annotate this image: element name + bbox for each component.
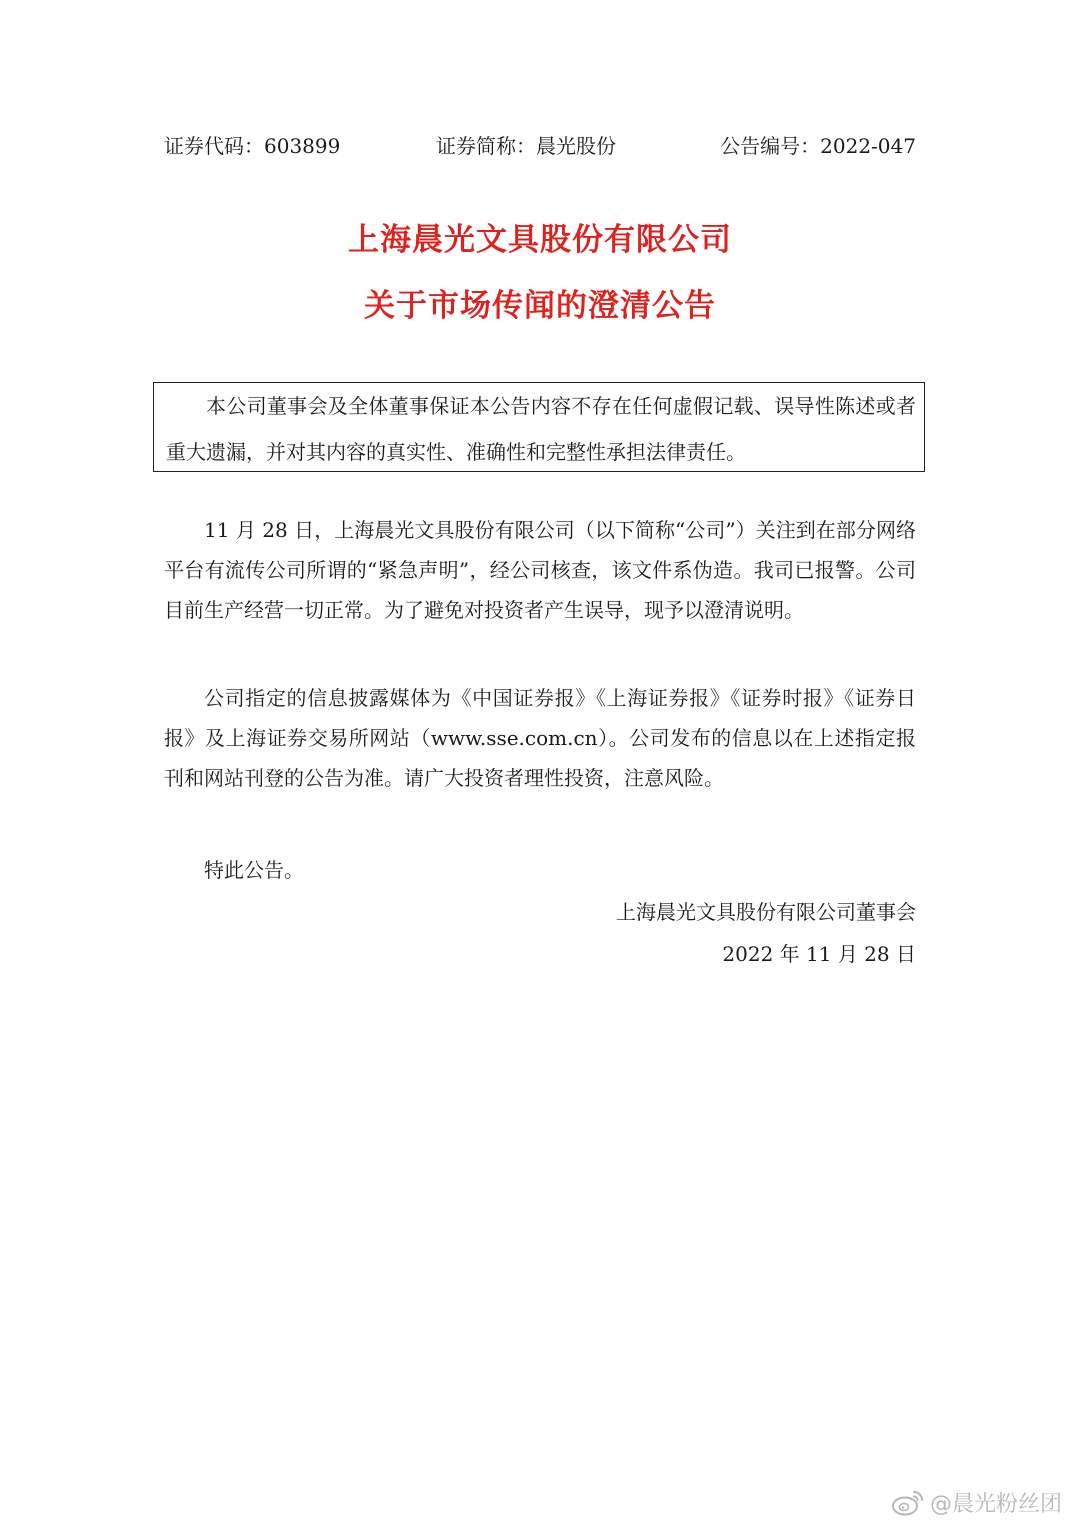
- closing-text: 特此公告。: [204, 858, 304, 882]
- title-company: 上海晨光文具股份有限公司: [348, 222, 732, 258]
- weibo-icon: [890, 1487, 926, 1517]
- signature-organization: 上海晨光文具股份有限公司董事会: [616, 900, 916, 924]
- notice-number: 公告编号：2022-047: [720, 134, 916, 158]
- watermark-text: @晨光粉丝团: [929, 1491, 1062, 1517]
- statement-text: 本公司董事会及全体董事保证本公告内容不存在任何虚假记载、误导性陈述或者重大遗漏，并对其内容的真实性、准确性和完整性承担法律责任。: [166, 394, 916, 464]
- stock-code: 证券代码：603899: [164, 134, 341, 158]
- body-paragraph-2: 公司指定的信息披露媒体为《中国证券报》《上海证券报》《证券时报》《证券日报》及上海证券交易所网站（www.sse.com.cn）。公司发布的信息以在上述指定报刊和网站刊登的公告为准。请广大投资者理性投资，注意风险。: [164, 686, 916, 790]
- statement-box: [153, 382, 925, 472]
- title-subject: 关于市场传闻的澄清公告: [364, 288, 716, 324]
- stock-name: 证券简称：晨光股份: [436, 134, 616, 158]
- body-paragraph-1: 11 月 28 日，上海晨光文具股份有限公司（以下简称“公司”）关注到在部分网络平台有流传公司所谓的“紧急声明”，经公司核查，该文件系伪造。我司已报警。公司目前生产经营一切正常。为了避免对投资者产生误导，现予以澄清说明。: [164, 518, 916, 622]
- announcement-header: [164, 128, 916, 164]
- signature-date: 2022 年 11 月 28 日: [722, 942, 916, 966]
- watermark: [890, 1485, 1062, 1519]
